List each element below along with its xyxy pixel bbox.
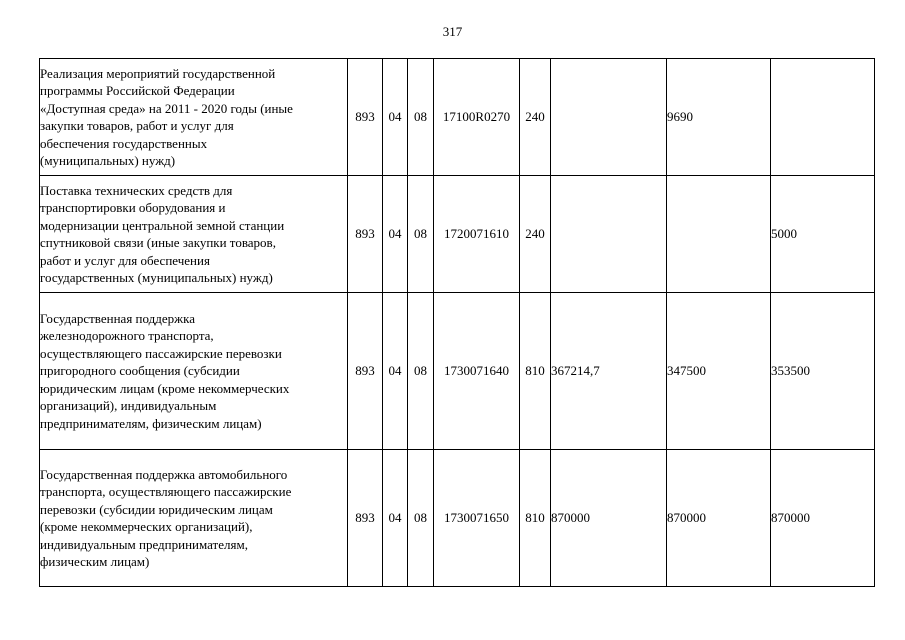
table-row [40, 59, 875, 176]
amount-1-cell: 367214,7 [551, 293, 667, 450]
target-article-cell: 1730071650 [434, 450, 520, 587]
amount-2-cell: 347500 [667, 293, 771, 450]
amount-3-cell: 353500 [771, 293, 875, 450]
amount-1-cell: 870000 [551, 450, 667, 587]
amount-2-cell: 870000 [667, 450, 771, 587]
description-line: (муниципальных) нужд) [40, 153, 176, 168]
description-line: модернизации центральной земной станции [40, 217, 285, 233]
page-number: 317 [442, 24, 463, 39]
description-cell [40, 293, 348, 450]
amount-3-cell: 870000 [771, 450, 875, 587]
ministry-code-cell: 893 [348, 293, 383, 450]
description-line: программы Российской Федерации [40, 83, 235, 98]
ministry-code-cell: 893 [348, 59, 383, 176]
section-code-cell: 04 [383, 450, 408, 587]
description-line: (кроме некоммерческих организаций), [40, 519, 253, 534]
description-line: физическим лицам) [40, 554, 150, 569]
section-code-cell: 04 [383, 293, 408, 450]
subsection-code-cell: 08 [408, 59, 434, 176]
subsection-code-cell: 08 [408, 176, 434, 293]
description-line: государственных (муниципальных) нужд) [40, 270, 273, 285]
amount-3-cell: 5000 [771, 176, 875, 293]
description-line: спутниковой связи (иные закупки товаров, [40, 235, 276, 250]
expense-type-cell: 810 [520, 450, 551, 587]
description-cell [40, 176, 348, 293]
table-row [40, 293, 875, 450]
description-line: предпринимателям, физическим лицам) [40, 415, 262, 431]
budget-table [39, 58, 875, 587]
section-code-cell: 04 [383, 59, 408, 176]
ministry-code-cell: 893 [348, 450, 383, 587]
description-line: закупки товаров, работ и услуг для [40, 118, 234, 133]
description-cell [40, 450, 348, 587]
expense-type-cell: 810 [520, 293, 551, 450]
description-line: Государственная поддержка автомобильного [40, 466, 288, 482]
target-article-cell: 1730071640 [434, 293, 520, 450]
subsection-code-cell: 08 [408, 293, 434, 450]
description-line: транспортировки оборудования и [40, 200, 226, 215]
expense-type-cell: 240 [520, 59, 551, 176]
description-line: железнодорожного транспорта, [40, 328, 214, 344]
description-line: осуществляющего пассажирские перевозки [40, 345, 282, 361]
section-code-cell: 04 [383, 176, 408, 293]
amount-1-cell [551, 59, 667, 176]
description-line: работ и услуг для обеспечения [40, 252, 210, 268]
description-line: Государственная поддержка [40, 310, 196, 326]
ministry-code-cell: 893 [348, 176, 383, 293]
target-article-cell: 1720071610 [434, 176, 520, 293]
amount-2-cell [667, 176, 771, 293]
description-line: индивидуальным предпринимателям, [40, 536, 248, 552]
amount-2-cell: 9690 [667, 59, 771, 176]
amount-3-cell [771, 59, 875, 176]
description-line: обеспечения государственных [40, 135, 208, 151]
target-article-cell: 17100R0270 [434, 59, 520, 176]
expense-type-cell: 240 [520, 176, 551, 293]
description-line: «Доступная среда» на 2011 - 2020 годы (иные [40, 100, 293, 116]
description-line: организаций), индивидуальным [40, 398, 217, 414]
description-line: Поставка технических средств для [40, 182, 233, 198]
description-line: Реализация мероприятий государственной [40, 65, 276, 81]
table-row [40, 450, 875, 587]
table-row [40, 176, 875, 293]
description-line: юридическим лицам (кроме некоммерческих [40, 380, 290, 396]
subsection-code-cell: 08 [408, 450, 434, 587]
description-line: транспорта, осуществляющего пассажирские [40, 484, 292, 499]
description-line: перевозки (субсидии юридическим лицам [40, 501, 273, 517]
description-line: пригородного сообщения (субсидии [40, 363, 240, 379]
description-cell [40, 59, 348, 176]
amount-1-cell [551, 176, 667, 293]
